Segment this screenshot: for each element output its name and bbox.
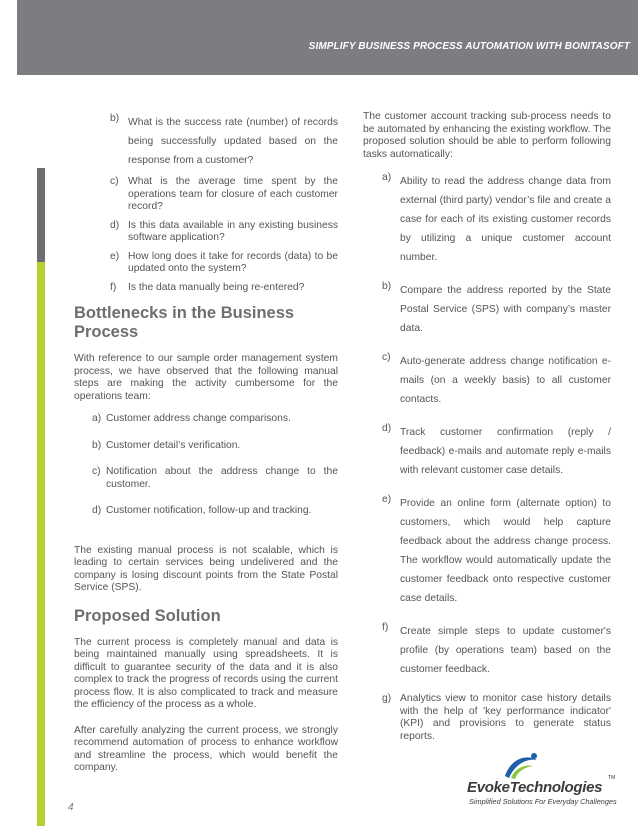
list-item — [363, 494, 611, 608]
list-marker: d) — [382, 423, 392, 434]
list-marker: f) — [382, 622, 389, 633]
logo-wordmark — [467, 779, 602, 796]
list-item — [363, 172, 611, 267]
list-marker: d) — [110, 219, 120, 231]
list-text: Auto-generate address change notification e-mails (on a weekly basis) to all customer contacts. — [400, 356, 611, 405]
list-item — [363, 281, 611, 338]
section-heading-solution: Proposed Solution — [74, 606, 221, 625]
list-text: Provide an online form (alternate option) to customers, which would help capture feedback about the address change process. The workflow would automatically update the customer feedback onto respective customer case details. — [400, 498, 611, 604]
list-text: Is this data available in any existing business software application? — [128, 219, 338, 243]
side-accent-gray — [37, 168, 45, 262]
list-text: Compare the address reported by the State Postal Service (SPS) with company’s master data. — [400, 285, 611, 334]
side-accent-green — [37, 262, 45, 826]
list-marker: f) — [110, 281, 117, 293]
list-marker: a) — [92, 413, 102, 424]
list-marker: e) — [382, 494, 392, 505]
list-marker: g) — [382, 693, 392, 704]
list-text: Notification about the address change to the customer. — [106, 466, 338, 490]
logo-trademark: TM — [608, 775, 616, 781]
list-item — [110, 176, 338, 214]
list-marker: b) — [110, 113, 120, 124]
list-item — [110, 220, 338, 245]
right-column — [363, 111, 611, 743]
list-item — [363, 693, 611, 743]
list-text: Customer detail’s verification. — [106, 439, 241, 451]
section-heading-bottlenecks: Bottlenecks in the Business Process — [74, 304, 295, 341]
list-marker: a) — [382, 172, 392, 183]
logo-swoosh-icon — [501, 752, 541, 782]
bottlenecks-conclusion: The existing manual process is not scalable, which is leading to certain services being undelivered and the company is losing discount points from the State Postal Service (SPS). — [74, 544, 338, 593]
automation-intro: The customer account tracking sub-process needs to be automated by enhancing the existing workflow. The proposed solution should be able to perform following tasks automatically: — [363, 111, 611, 160]
list-item — [92, 505, 338, 518]
solution-paragraph-2: After carefully analyzing the current process, we strongly recommend automation of process to enhance workflow and streamline the process, which would benefit the company. — [74, 724, 338, 773]
list-item — [363, 352, 611, 409]
list-item — [92, 413, 338, 426]
list-text: Analytics view to monitor case history details with the help of 'key performance indicator' (KPI) and provisions to generate status reports. — [400, 693, 611, 742]
list-marker: b) — [382, 281, 392, 292]
list-text: Is the data manually being re-entered? — [128, 281, 305, 293]
list-item — [363, 423, 611, 480]
list-marker: c) — [110, 176, 119, 187]
list-item — [110, 113, 338, 170]
logo-name-part1: Evoke — [467, 779, 510, 796]
list-item — [92, 466, 338, 491]
list-item — [363, 622, 611, 679]
list-text: Ability to read the address change data from external (third party) vendor’s file and create a case for each of its existing customer records by utilizing a unique customer account number. — [400, 176, 611, 263]
logo-name-part2: Technologies — [509, 779, 603, 796]
solution-paragraph-1: The current process is completely manual and data is being maintained manually using spreadsheets. It is difficult to guarantee security of the data and it is also complex to track the progress of records using the current process flow. It is also complicated to track and measure the efficiency of the process as a whole. — [74, 636, 338, 710]
list-text: Track customer confirmation (reply / feedback) e-mails and automate reply e-mails with relevant customer case details. — [400, 427, 611, 476]
list-text: What is the success rate (number) of records being successfully updated based on the response from a customer? — [128, 117, 338, 166]
evoke-logo — [467, 752, 617, 807]
list-item — [110, 282, 338, 295]
list-marker: c) — [92, 466, 101, 477]
list-text: How long does it take for records (data) to be updated onto the system? — [128, 250, 338, 274]
header-bar — [17, 0, 638, 75]
list-item — [110, 251, 338, 276]
list-text: Customer address change comparisons. — [106, 413, 291, 424]
bottlenecks-intro: With reference to our sample order management system process, we have observed that the following manual steps are making the activity cumbersome for the operations team: — [74, 353, 338, 402]
tasks-list — [363, 172, 611, 743]
list-marker: c) — [382, 352, 391, 363]
bottlenecks-list — [74, 413, 338, 518]
page-number: 4 — [68, 802, 74, 813]
logo-tagline: Simplified Solutions For Everyday Challenges — [469, 797, 617, 806]
list-text: Customer notification, follow-up and tracking. — [106, 505, 312, 516]
list-marker: e) — [110, 250, 120, 262]
list-text: Create simple steps to update customer's profile (by operations team) based on the customer feedback. — [400, 626, 611, 675]
questions-list — [74, 113, 338, 294]
list-text: What is the average time spent by the operations team for closure of each customer record? — [128, 176, 338, 212]
header-title: SIMPLIFY BUSINESS PROCESS AUTOMATION WITH BONITASOFT — [308, 41, 630, 52]
left-column — [74, 113, 338, 775]
list-marker: b) — [92, 439, 102, 451]
list-item — [92, 440, 338, 453]
list-marker: d) — [92, 505, 102, 516]
